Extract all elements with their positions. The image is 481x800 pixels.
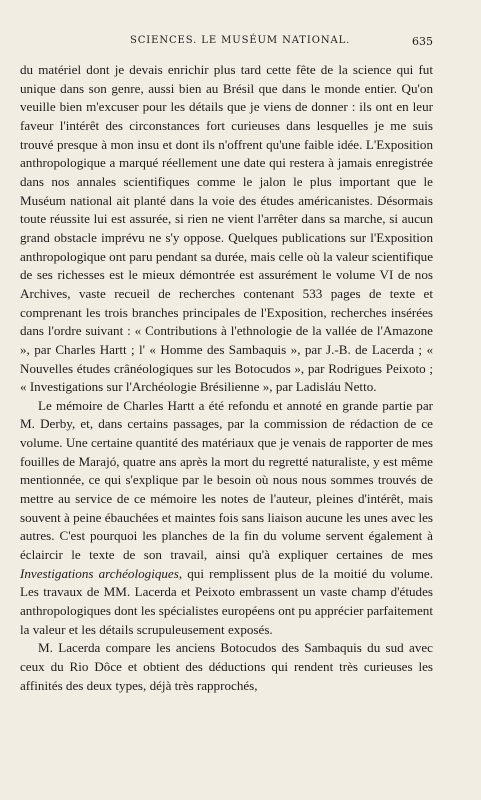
- paragraph-3: M. Lacerda compare les anciens Botocudos des Sambaquis du sud avec ceux du Rio Dôce et obtient des déductions qui rendent très curieuses les affinités des deux types, déjà très rapprochés,: [20, 640, 433, 693]
- italic-title: Investigations archéologiques: [20, 565, 179, 581]
- paragraph-2: [20, 397, 433, 640]
- paragraph-2-after: , qui remplissent plus de la moitié du volume. Les travaux de MM. Lacerda et Peixoto embrassent un vaste champ d'études anthropologiques dont les spécialistes européens ont pu apprécier parfaitement la valeur et les détails scrupuleusement exposés.: [20, 565, 433, 637]
- page-body: [20, 61, 433, 695]
- running-head: SCIENCES. LE MUSÉUM NATIONAL.: [130, 35, 351, 46]
- page-number: 635: [412, 35, 433, 48]
- paragraph-2-before: Le mémoire de Charles Hartt a été refondu et annoté en grande partie par M. Derby, et, dans certains passages, par la commission de rédaction de ce volume. Une certaine quantité des matériaux que je venais de rapporter de mes fouilles de Marajó, quatre ans après la mort du regretté naturaliste, y est même mentionnée, ce qui s'explique par le besoin où nous nous sommes trouvés de mettre au service de ce mémoire les notes de l'auteur, pleines d'intérêt, mais souvent à peine ébauchées et maintes fois sans liaison aucune les unes avec les autres. C'est pourquoi les planches de la fin du volume servent également à éclaircir le texte de son travail, ainsi qu'à expliquer certaines de mes: [20, 397, 433, 563]
- page-header: [20, 35, 433, 51]
- paragraph-1: du matériel dont je devais enrichir plus tard cette fête de la science qui fut unique dans son genre, aussi bien au Brésil que dans le monde entier. Qu'on veuille bien m'excuser pour les détails que je viens de donner : ils ont en leur faveur l'intérêt des circonstances fort curieuses dans lesquelles je me suis trouvé presque à mon insu et dont ils n'offrent qu'une faible idée. L'Exposition anthropologique a marqué réellement une date qui restera à jamais enregistrée dans nos annales scientifiques comme le jalon le plus important que le Muséum national ait planté dans la voie des études américanistes. Désormais toute réussite lui est assurée, si rien ne vient l'arrêter dans sa marche, si aucun grand obstacle imprévu ne s'y oppose. Quelques publications sur l'Exposition anthropologique ont paru pendant sa durée, mais celle où la valeur scientifique de ses richesses est le mieux démontrée est assurément le volume VI de nos Archives, vaste recueil de recherches contenant 533 pages de texte et comprenant les trois branches principales de l'Exposition, recherches insérées dans l'ordre suivant : « Contributions à l'ethnologie de la vallée de l'Amazone », par Charles Hartt ; l' « Homme des Sambaquis », par J.-B. de Lacerda ; « Nouvelles études crânéologiques sur les Botocudos », par Rodrigues Peixoto ; « Investigations sur l'Archéologie Brésilienne », par Ladisláu Netto.: [20, 62, 433, 395]
